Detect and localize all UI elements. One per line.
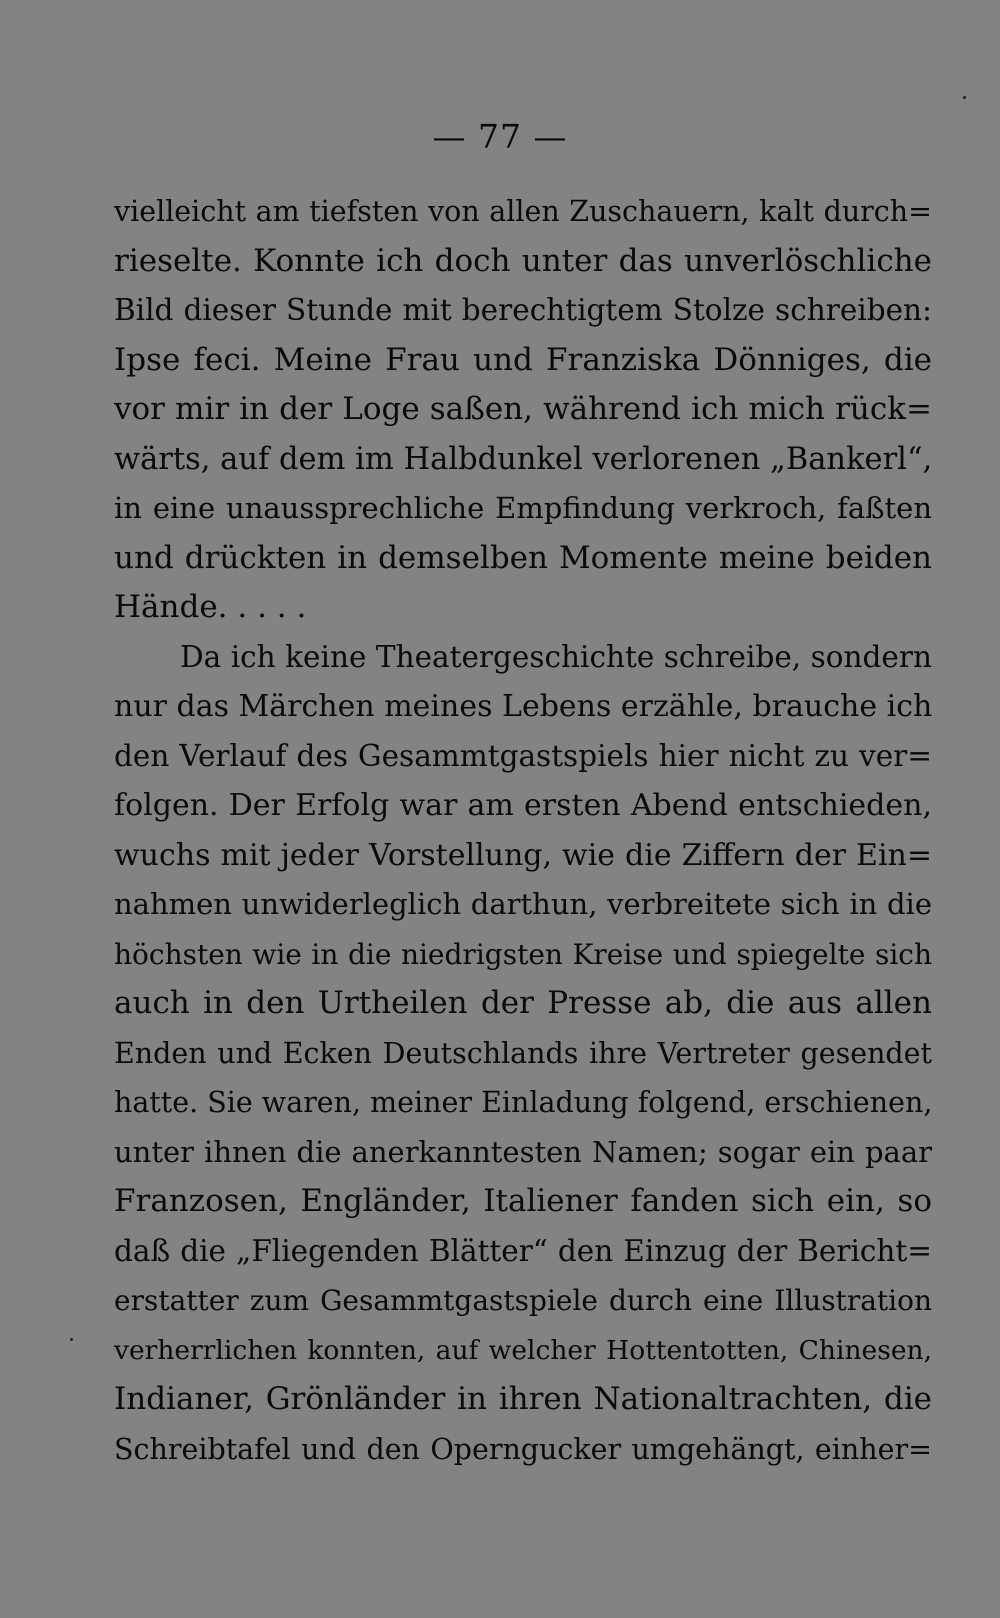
text-line: nur das Märchen meines Lebens erzähle, brauche ich bbox=[114, 689, 932, 724]
text-line: Hände. . . . . bbox=[114, 589, 307, 625]
text-line: verherrlichen konnten, auf welcher Hottentotten, Chinesen, bbox=[114, 1334, 932, 1366]
paragraph-2 bbox=[114, 633, 932, 1475]
text-line: Franzosen, Engländer, Italiener fanden sich ein, so bbox=[114, 1183, 932, 1219]
text-line: Schreibtafel und den Operngucker umgehängt, einher= bbox=[114, 1432, 932, 1466]
text-line: daß die „Fliegenden Blätter“ den Einzug der Bericht= bbox=[114, 1233, 932, 1268]
text-line: Indianer, Grönländer in ihren Nationaltrachten, die bbox=[114, 1381, 932, 1417]
text-line: den Verlauf des Gesammtgastspiels hier nicht zu ver= bbox=[114, 738, 932, 773]
text-line: wuchs mit jeder Vorstellung, wie die Ziffern der Ein= bbox=[114, 837, 932, 873]
text-line: in eine unaussprechliche Empfindung verkroch, faßten bbox=[114, 491, 932, 525]
scan-speck bbox=[70, 1338, 73, 1341]
text-line: rieselte. Konnte ich doch unter das unverlöschliche bbox=[114, 242, 932, 279]
text-line: Enden und Ecken Deutschlands ihre Vertreter gesendet bbox=[114, 1036, 932, 1070]
text-line: erstatter zum Gesammtgastspiele durch eine Illustration bbox=[114, 1284, 932, 1317]
text-line: Bild dieser Stunde mit berechtigtem Stolze schreiben: bbox=[114, 293, 932, 327]
paragraph-1 bbox=[114, 187, 932, 633]
body-text bbox=[114, 187, 932, 1474]
page-number-header: — 77 — bbox=[432, 117, 568, 156]
text-line: nahmen unwiderleglich darthun, verbreitete sich in die bbox=[114, 887, 932, 921]
text-line: folgen. Der Erfolg war am ersten Abend entschieden, bbox=[114, 788, 932, 823]
text-line: vor mir in der Loge saßen, während ich mich rück= bbox=[114, 391, 932, 427]
text-line: wärts, auf dem im Halbdunkel verlorenen „Bankerl“, bbox=[114, 441, 932, 477]
text-line: hatte. Sie waren, meiner Einladung folgend, erschienen, bbox=[114, 1086, 932, 1119]
text-line: Da ich keine Theatergeschichte schreibe, sondern bbox=[180, 639, 932, 674]
text-line: und drückten in demselben Momente meine beiden bbox=[114, 539, 932, 576]
text-line: vielleicht am tiefsten von allen Zuschauern, kalt durch= bbox=[114, 195, 932, 228]
text-line: auch in den Urtheilen der Presse ab, die aus allen bbox=[114, 985, 932, 1021]
scan-speck bbox=[963, 96, 966, 99]
text-line: unter ihnen die anerkanntesten Namen; sogar ein paar bbox=[114, 1134, 932, 1169]
text-line: höchsten wie in die niedrigsten Kreise und spiegelte sich bbox=[114, 937, 932, 971]
text-line: Ipse feci. Meine Frau und Franziska Dönniges, die bbox=[114, 341, 932, 378]
